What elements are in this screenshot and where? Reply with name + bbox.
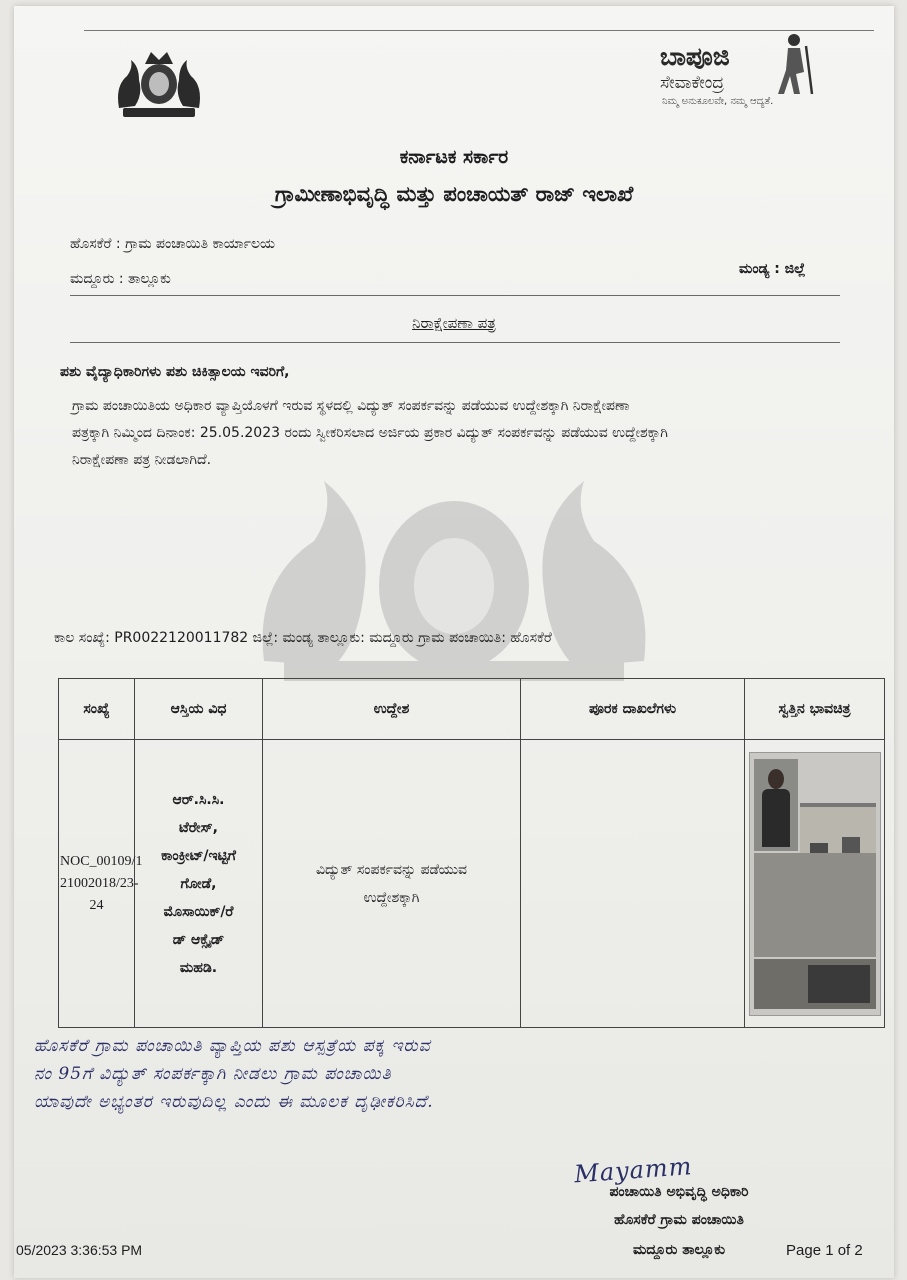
government-name: ಕರ್ನಾಟಕ ಸರ್ಕಾರ (399, 146, 509, 168)
applicant-photo (754, 759, 798, 851)
purpose-line: ವಿದ್ಯುತ್ ಸಂಪರ್ಕವನ್ನು ಪಡೆಯುವ (315, 861, 468, 878)
table-row (59, 740, 885, 1028)
handwritten-line: ನಂ 95ಗೆ ವಿದ್ಯುತ್ ಸಂಪರ್ಕಕ್ಕಾಗಿ ನೀಡಲು ಗ್ರಾಮ ಪಂಚಾಯಿತಿ (34, 1064, 392, 1084)
office-line: ಹೊಸಕೆರೆ : ಗ್ರಾಮ ಪಂಚಾಯಿತಿ ಕಾರ್ಯಾಲಯ (70, 236, 276, 252)
district-line: ಮಂಡ್ಯ : ಜಿಲ್ಲೆ (739, 261, 806, 277)
type-line: ಗೋಡೆ, (180, 875, 217, 892)
gandhi-figure-icon (766, 32, 821, 96)
type-line: ಡ್ ಆಕ್ಸೈಡ್ (172, 931, 225, 948)
noc-number-line: 24 (89, 897, 104, 913)
taluk-line: ಮದ್ದೂರು : ತಾಲ್ಲೂಕು (70, 271, 171, 287)
handwritten-note (34, 1032, 894, 1116)
noc-number-line: 21002018/23- (60, 875, 139, 891)
col-purpose: ಉದ್ದೇಶ (263, 679, 521, 740)
addressee: ಪಶು ವೈದ್ಯಾಧಿಕಾರಿಗಳು ಪಶು ಚಿಕಿತ್ಸಾಲಯ ಇವರಿಗೆ, (60, 364, 290, 380)
logo-subtitle: ಸೇವಾಕೇಂದ್ರ (660, 73, 725, 93)
property-line: ಕಾಲ ಸಂಖ್ಯೆ: PR0022120011782 ಜಿಲ್ಲೆ: ಮಂಡ್ಯ ತಾಲ್ಲೂಕು: ಮದ್ದೂರು ಗ್ರಾಮ ಪಂಚಾಯಿತಿ: ಹೊಸಕೆರೆ (54, 630, 552, 646)
document-page (14, 6, 894, 1278)
col-documents: ಪೂರಕ ದಾಖಲೆಗಳು (521, 679, 745, 740)
cell-property-type (135, 740, 263, 1028)
logo-tagline: ನಿಮ್ಮ ಅನುಕೂಲವೇ, ನಮ್ಮ ಆದ್ಯತೆ. (662, 96, 774, 107)
department-name: ಗ್ರಾಮೀಣಾಭಿವೃದ್ಧಿ ಮತ್ತು ಪಂಚಾಯತ್ ರಾಜ್ ಇಲಾಖೆ (274, 182, 634, 206)
document-title: ನಿರಾಕ್ಷೇಪಣಾ ಪತ್ರ (412, 314, 496, 332)
bapuji-seva-kendra-logo (654, 30, 829, 116)
type-line: ಟೆರೇಸ್, (178, 819, 219, 836)
cell-number (59, 740, 143, 1028)
col-number: ಸಂಖ್ಯೆ (59, 679, 135, 740)
signature-scribble: Mayamm (573, 1152, 694, 1189)
body-line: ನಿರಾಕ್ಷೇಪಣಾ ಪತ್ರ ನೀಡಲಾಗಿದೆ. (72, 452, 212, 468)
signature-line: ಹೊಸಕೆರೆ ಗ್ರಾಮ ಪಂಚಾಯಿತಿ (614, 1212, 744, 1228)
cell-purpose (263, 740, 521, 1028)
ground-image (754, 853, 876, 957)
type-line: ಮಹಡಿ. (179, 959, 218, 976)
karnataka-emblem-icon (109, 46, 209, 121)
signature-block (544, 1152, 814, 1258)
body-line: ಗ್ರಾಮ ಪಂಚಾಯಿತಿಯ ಅಧಿಕಾರ ವ್ಯಾಪ್ತಿಯೊಳಗೆ ಇರುವ ಸ್ಥಳದಲ್ಲಿ ವಿದ್ಯುತ್ ಸಂಪರ್ಕವನ್ನು ಪಡೆಯುವ ಉದ್ದೇಶಕ್ಕಾಗಿ ನಿರಾಕ್ಷೇಪಣಾ (72, 398, 630, 414)
table-header-row (59, 679, 885, 740)
type-line: ಕಾಂಕ್ರೀಟ್/ಇಟ್ಟಿಗೆ (161, 847, 236, 864)
noc-number-line: NOC_00109/1 (60, 853, 143, 869)
handwritten-line: ಹೊಸಕೆರೆ ಗ್ರಾಮ ಪಂಚಾಯಿತಿ ವ್ಯಾಪ್ತಿಯ ಪಶು ಆಸ್ಪತ್ರೆಯ ಪಕ್ಕ ಇರುವ (34, 1036, 431, 1056)
signature-line: ಪಂಚಾಯಿತಿ ಅಭಿವೃದ್ಧಿ ಅಧಿಕಾರಿ (609, 1184, 749, 1200)
page-number: Page 1 of 2 (786, 1242, 863, 1259)
property-photo (749, 752, 881, 1016)
type-line: ಮೊಸಾಯಿಕ್/ರೆ (163, 903, 234, 920)
col-property-type: ಆಸ್ತಿಯ ವಿಧ (135, 679, 263, 740)
body-line: ಪತ್ರಕ್ಕಾಗಿ ನಿಮ್ಮಿಂದ ದಿನಾಂಕ: 25.05.2023 ರಂದು ಸ್ವೀಕರಿಸಲಾದ ಅರ್ಜಿಯ ಪ್ರಕಾರ ವಿದ್ಯುತ್ ಸಂಪರ್ಕವನ್ನು ಪಡೆಯುವ ಉದ್ದೇಶಕ್ಕಾಗಿ (72, 425, 668, 441)
cell-property-photo (745, 740, 885, 1028)
photo-caption-strip (754, 959, 876, 1009)
purpose-line: ಉದ್ದೇಶಕ್ಕಾಗಿ (363, 889, 420, 906)
watermark-emblem-icon (244, 461, 664, 686)
handwritten-line: ಯಾವುದೇ ಅಭ್ಯಂತರ ಇರುವುದಿಲ್ಲ ಎಂದು ಈ ಮೂಲಕ ದೃಢೀಕರಿಸಿದೆ. (34, 1092, 434, 1112)
cell-documents (521, 740, 745, 1028)
signature-line: ಮದ್ದೂರು ತಾಲ್ಲೂಕು (632, 1242, 726, 1258)
noc-table (58, 678, 885, 1028)
title-rule (70, 342, 840, 343)
footer-timestamp: 05/2023 3:36:53 PM (16, 1242, 143, 1258)
col-property-photo: ಸ್ವತ್ತಿನ ಭಾವಚಿತ್ರ (745, 679, 885, 740)
logo-title: ಬಾಪೂಜಿ (660, 42, 730, 71)
header-rule (70, 295, 840, 296)
type-line: ಆರ್.ಸಿ.ಸಿ. (172, 791, 225, 808)
